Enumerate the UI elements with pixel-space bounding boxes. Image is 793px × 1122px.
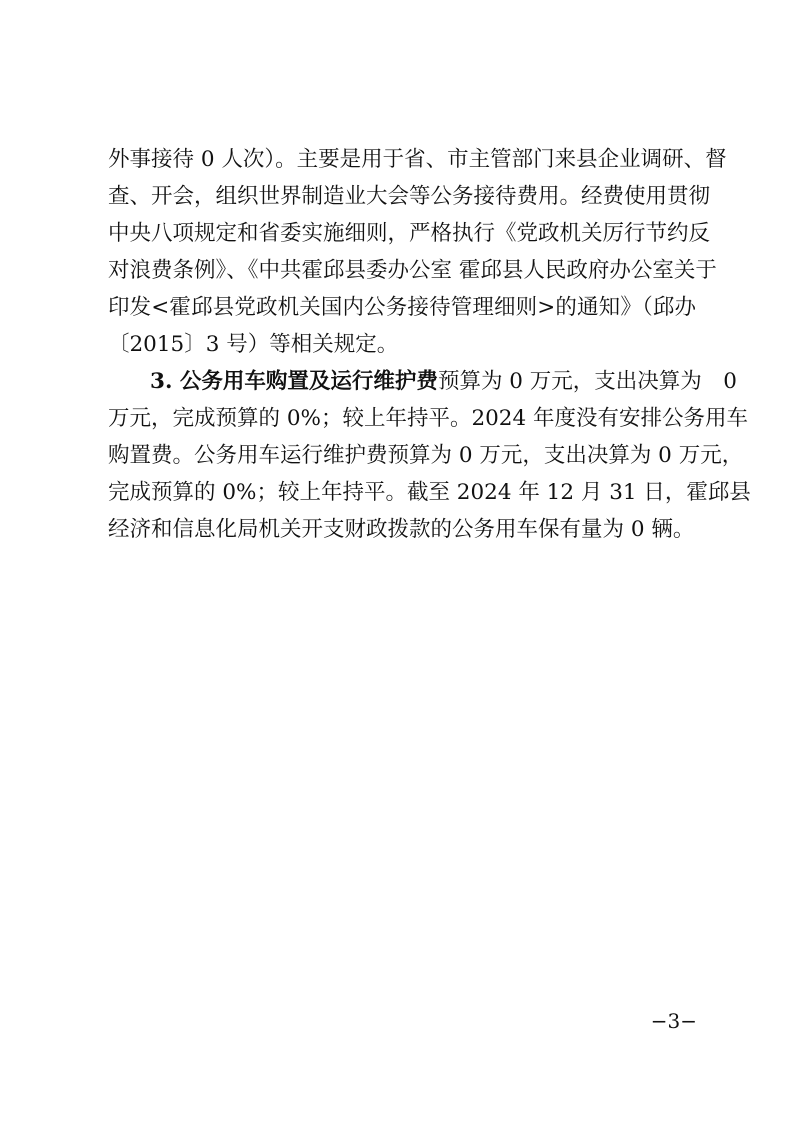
page-number: −3− bbox=[650, 1009, 697, 1033]
paragraph-1-line-5: 印发<霍邱县党政机关国内公务接待管理细则>的通知》（邱办 bbox=[108, 295, 696, 320]
paragraph-1-line-2: 查、开会，组织世界制造业大会等公务接待费用。经费使用贯彻 bbox=[108, 184, 711, 209]
paragraph-1-line-1: 外事接待 0 人次）。主要是用于省、市主管部门来县企业调研、督 bbox=[108, 147, 727, 172]
paragraph-1-line-6: 〔2015〕3 号）等相关规定。 bbox=[108, 332, 399, 357]
paragraph-1-line-4: 对浪费条例》、《中共霍邱县委办公室 霍邱县人民政府办公室关于 bbox=[108, 258, 717, 283]
paragraph-2-line-3: 购置费。公务用车运行维护费预算为 0 万元，支出决算为 0 万元， bbox=[108, 443, 744, 468]
paragraph-1-line-3: 中央八项规定和省委实施细则，严格执行《党政机关厉行节约反 bbox=[108, 221, 711, 246]
paragraph-2-line-1 bbox=[150, 367, 737, 397]
section-heading: 3. 公务用车购置及运行维护费 bbox=[150, 369, 438, 394]
paragraph-2-line-5: 经济和信息化局机关开支财政拨款的公务用车保有量为 0 辆。 bbox=[108, 517, 695, 542]
paragraph-2-line-1-text: 预算为 0 万元，支出决算为 0 bbox=[437, 369, 737, 394]
paragraph-2-line-4: 完成预算的 0%；较上年持平。截至 2024 年 12 月 31 日，霍邱县 bbox=[108, 480, 751, 505]
paragraph-2-line-2: 万元，完成预算的 0%；较上年持平。2024 年度没有安排公务用车 bbox=[108, 406, 748, 431]
